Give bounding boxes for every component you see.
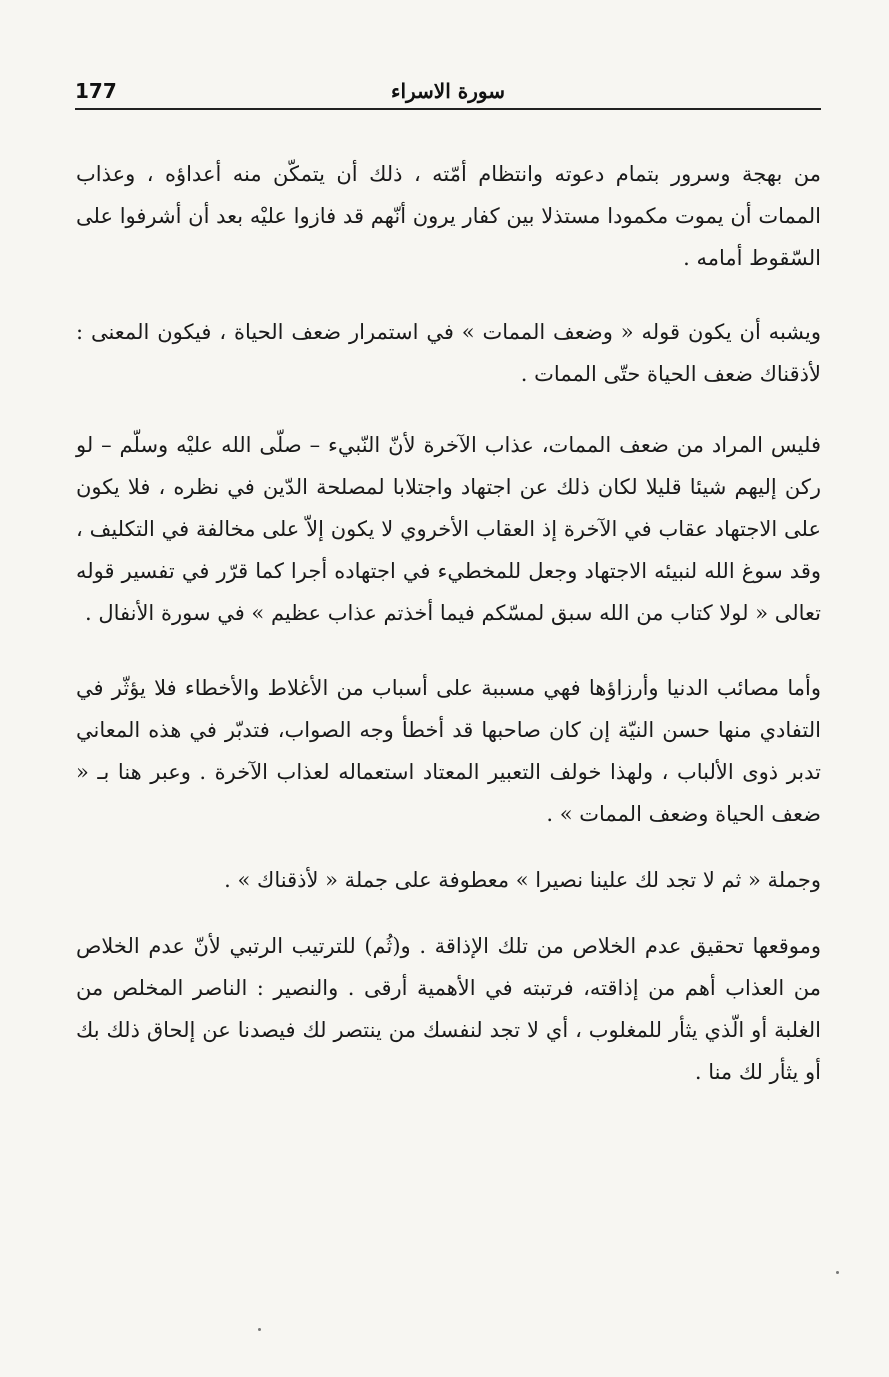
paragraph-2: ويشبه أن يكون قوله « وضعف الممات » في استمرار ضعف الحياة ، فيكون المعنى : لأذقناك ضعف الحياة حتّى الممات . [76,320,821,386]
page-header [75,78,821,108]
scan-speck [258,1328,261,1331]
body-text [76,153,821,1093]
paragraph-6: وموقعها تحقيق عدم الخلاص من تلك الإذاقة . و(ثُم) للترتيب الرتبي لأنّ عدم الخلاص من العذاب أهم من إذاقته، فرتبته في الأهمية أرقى . والنصير : الناصر المخلص من الغلبة أو الّذي يثأر للمغلوب ، أي لا تجد لنفسك من ينتصر لك فيصدنا عن إلحاق ذلك بك أو يثأر لك منا . [76,934,822,1084]
paragraph-4: وأما مصائب الدنيا وأرزاؤها فهي مسببة على أسباب من الأغلاط والأخطاء فلا يؤثّر في التفادي منها حسن النيّة إن كان صاحبها قد أخطأ وجه الصواب، فتدبّر في هذه المعاني تدبر ذوى الألباب ، ولهذا خولف التعبير المعتاد استعماله لعذاب الآخرة . وعبر هنا بـ « ضعف الحياة وضعف الممات » . [76,676,821,826]
header-divider [75,108,821,110]
scan-speck [836,1271,839,1274]
paragraph-5: وجملة « ثم لا تجد لك علينا نصيرا » معطوفة على جملة « لأذقناك » . [224,868,821,892]
paragraph-1: من بهجة وسرور بتمام دعوته وانتظام أمّته ، ذلك أن يتمكّن منه أعداؤه ، وعذاب الممات أن يموت مكمودا مستذلا بين كفار يرون أنّهم قد فازوا عليْه بعد أن أشرفوا على السّقوط أمامه . [76,162,821,270]
paragraph-3: فليس المراد من ضعف الممات، عذاب الآخرة لأنّ النّبيء – صلّى الله عليْه وسلّم – لو ركن إليهم شيئا قليلا لكان ذلك عن اجتهاد واجتلابا لمصلحة الدّين في نظره ، فلا يكون على الاجتهاد عقاب في الآخرة إذ العقاب الأخروي لا يكون إلاّ على مخالفة في التكليف ، وقد سوغ الله لنبيئه الاجتهاد وجعل للمخطيء في اجتهاده أجرا كما قرّر في تفسير قوله تعالى « لولا كتاب من الله سبق لمسّكم فيما أخذتم عذاب عظيم » في سورة الأنفال . [76,433,821,625]
page-number: 177 [75,79,117,103]
running-title: سورة الاسراء [391,79,505,103]
